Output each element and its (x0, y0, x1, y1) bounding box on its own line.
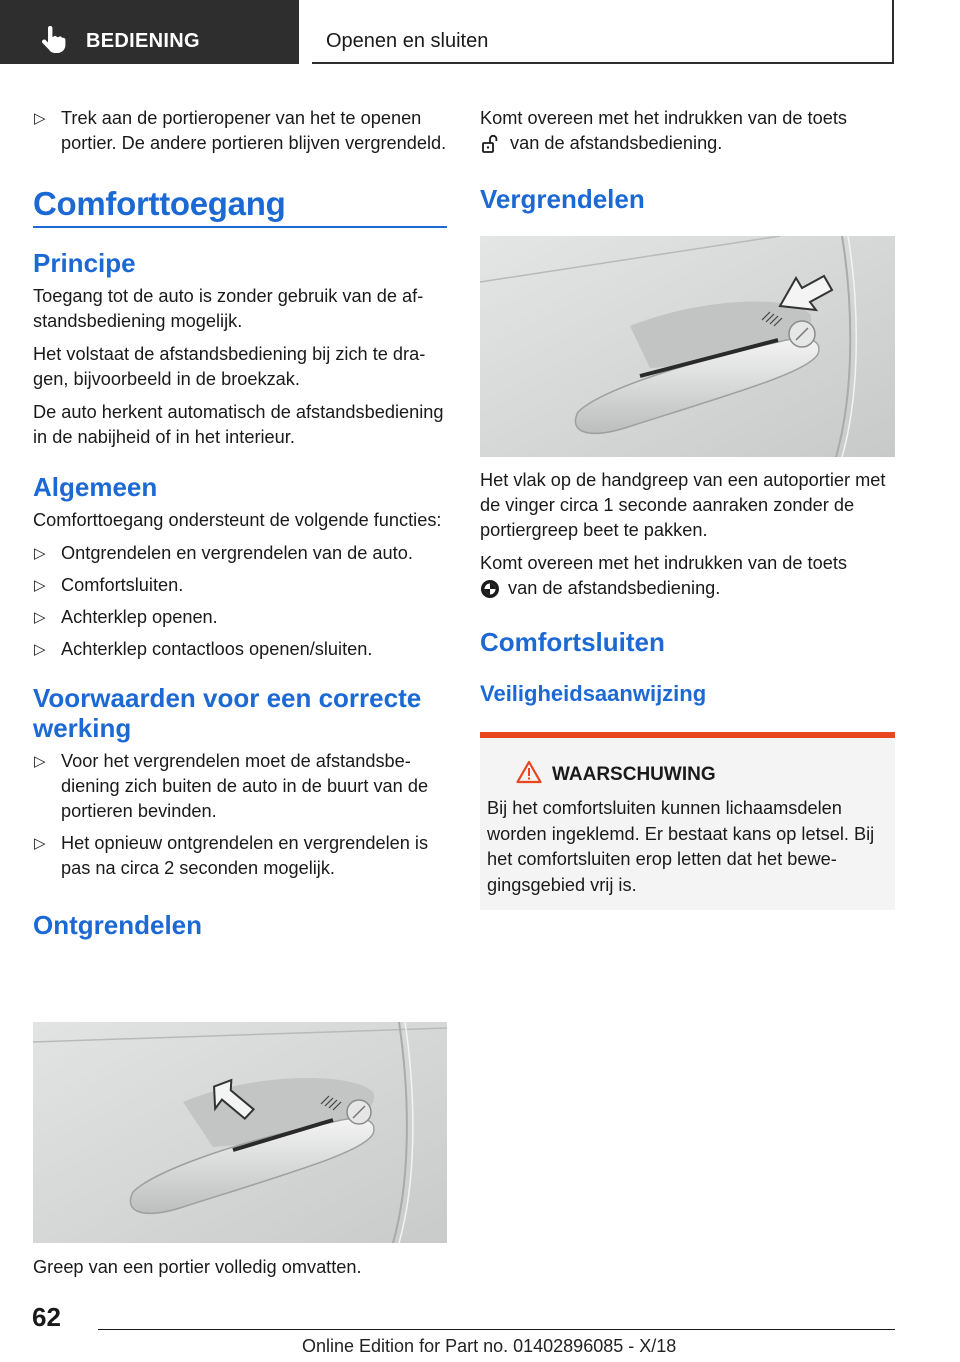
triangle-bullet-icon: ▷ (34, 835, 46, 852)
hand-pointer-icon (40, 26, 66, 54)
list-item-text: Het opnieuw ontgrendelen en vergrendelen is pas na circa 2 seconden mogelijk. (61, 833, 429, 878)
paragraph: De auto herkent automatisch de afstandsbediening in de nabijheid of in het interieur. (33, 402, 444, 447)
right-column-lower (480, 468, 895, 706)
section-heading-comfortsluiten: Comfortsluiten (480, 627, 665, 657)
list-item (33, 541, 447, 566)
section-tab-label: BEDIENING (86, 30, 200, 52)
footer-divider (98, 1329, 895, 1330)
triangle-bullet-icon: ▷ (34, 545, 46, 562)
section-tab[interactable] (0, 0, 299, 64)
triangle-bullet-icon: ▷ (34, 110, 46, 127)
list-item (33, 637, 447, 662)
section-heading-principe: Principe (33, 248, 136, 278)
list-item (33, 831, 447, 881)
triangle-bullet-icon: ▷ (34, 753, 46, 770)
list-item-text: Voor het vergrendelen moet de afstandsbediening zich buiten de auto in de buurt van de portieren bevinden. (61, 751, 429, 821)
page-header (0, 0, 960, 66)
list-item-text: Achterklep openen. (61, 607, 218, 627)
section-heading-ontgrendelen: Ontgrendelen (33, 910, 203, 940)
page-title: Comforttoegang (33, 185, 286, 222)
paragraph-text: van de afstandsbediening. (510, 133, 723, 153)
edition-note: Online Edition for Part no. 01402896085 - X/18 (302, 1336, 677, 1356)
image-caption: Greep van een portier volledig omvatten. (33, 1257, 362, 1277)
title-divider (33, 226, 447, 228)
paragraph-text: van de afstandsbediening. (508, 578, 721, 598)
bmw-logo-icon (480, 579, 500, 599)
triangle-bullet-icon: ▷ (34, 609, 46, 626)
paragraph: Toegang tot de auto is zonder gebruik van de afstandsbediening mogelijk. (33, 286, 424, 331)
door-handle-lock-image (480, 236, 895, 457)
paragraph (480, 106, 895, 156)
door-handle-unlock-image (33, 1022, 447, 1243)
list-item-text: Comfortsluiten. (61, 575, 184, 595)
paragraph-text: Komt overeen met het indrukken van de toets (480, 553, 847, 573)
list-item (33, 605, 447, 630)
section-heading-vergrendelen: Vergrendelen (480, 184, 645, 214)
list-item-text: Achterklep contactloos openen/sluiten. (61, 639, 373, 659)
section-heading-algemeen: Algemeen (33, 472, 158, 502)
list-item-text: Ontgrendelen en vergrendelen van de auto. (61, 543, 413, 563)
caption (33, 1255, 447, 1288)
triangle-bullet-icon: ▷ (34, 577, 46, 594)
warning-triangle-icon (516, 760, 542, 784)
list-item (33, 106, 447, 156)
warning-box (480, 732, 895, 910)
paragraph: Comforttoegang ondersteunt de volgende functies: (33, 510, 442, 530)
chapter-title: Openen en sluiten (326, 30, 489, 52)
left-column (33, 106, 447, 940)
warning-title: WAARSCHUWING (552, 764, 716, 785)
paragraph: Het volstaat de afstandsbediening bij zich te dragen, bijvoorbeeld in de broekzak. (33, 344, 426, 389)
list-item (33, 749, 447, 824)
list-item (33, 573, 447, 598)
paragraph (480, 551, 895, 601)
door-handle-illustration (33, 1022, 447, 1243)
triangle-bullet-icon: ▷ (34, 641, 46, 658)
page-number: 62 (32, 1302, 61, 1332)
door-handle-illustration (480, 236, 895, 457)
unlock-key-icon (480, 134, 502, 154)
list-item-text: Trek aan de portieropener van het te openen portier. De andere portieren blijven vergrendeld. (61, 108, 447, 153)
section-heading-voorwaarden: Voorwaarden voor een correcte werking (33, 683, 422, 743)
chapter-title-box (312, 0, 894, 64)
right-column (480, 106, 895, 214)
subsection-heading: Veiligheidsaanwijzing (480, 681, 707, 706)
paragraph: Het vlak op de handgreep van een autoportier met de vinger circa 1 seconde aanraken zonder de portiergreep beet te pakken. (480, 470, 886, 540)
paragraph-text: Komt overeen met het indrukken van de toets (480, 108, 847, 128)
warning-text: Bij het comfortsluiten kunnen lichaamsdelen worden ingeklemd. Er bestaat kans op letsel. Bij het comfortsluiten erop letten dat het bewegingsgebied vrij is. (487, 798, 875, 895)
